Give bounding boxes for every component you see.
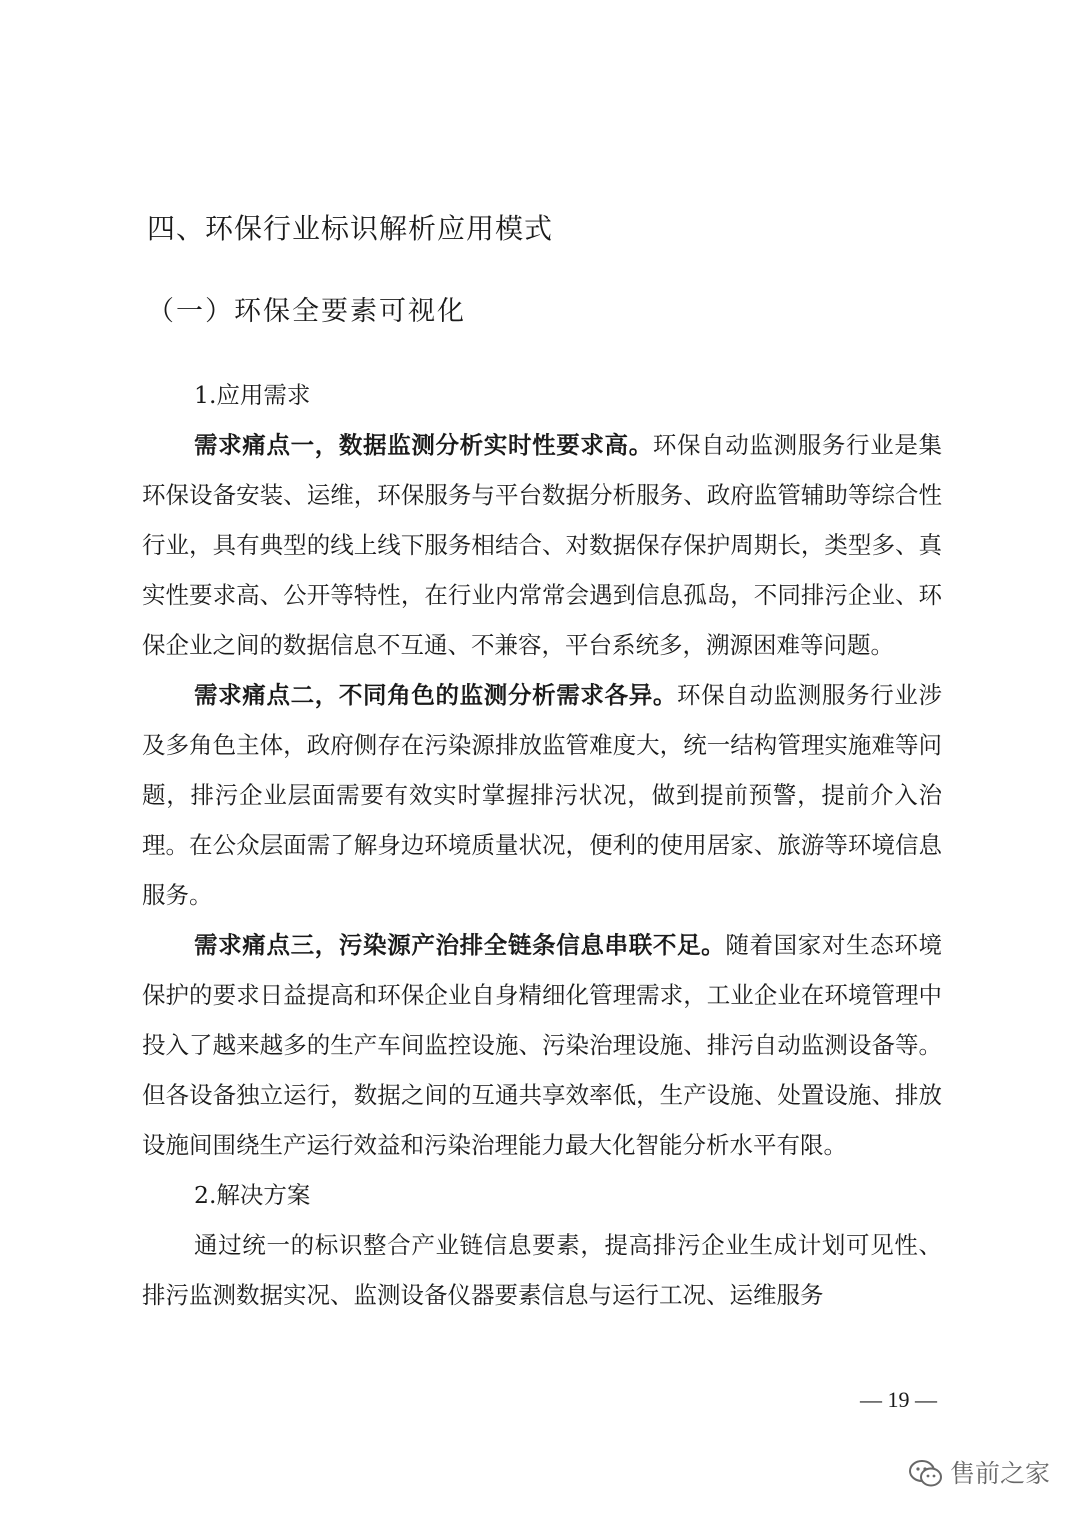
paragraph-pain-point-2 <box>142 670 942 920</box>
pain-point-2-lead: 需求痛点二，不同角色的监测分析需求各异。 <box>194 681 677 709</box>
pain-point-3-text: 随着国家对生态环境保护的要求日益提高和环保企业自身精细化管理需求，工业企业在环境管理中投入了越来越多的生产车间监控设施、污染治理设施、排污自动监测设备等。但各设备独立运行，数据之间的互通共享效率低，生产设施、处置设施、排放设施间围绕生产运行效益和污染治理能力最大化智能分析水平有限。 <box>142 931 943 1159</box>
subsection-title: （一）环保全要素可视化 <box>147 296 466 327</box>
page-number: — 19 — <box>860 1387 937 1412</box>
body-text <box>142 370 942 1320</box>
watermark-text: 售前之家 <box>949 1459 1050 1488</box>
watermark <box>908 1456 1050 1492</box>
pain-point-2-text: 环保自动监测服务行业涉及多角色主体，政府侧存在污染源排放监管难度大，统一结构管理实施难等问题，排污企业层面需要有效实时掌握排污状况，做到提前预警，提前介入治理。在公众层面需了解身边环境质量状况，便利的使用居家、旅游等环境信息服务。 <box>142 681 942 909</box>
subheading-solution: 2.解决方案 <box>194 1181 311 1209</box>
pain-point-1-text: 环保自动监测服务行业是集环保设备安装、运维，环保服务与平台数据分析服务、政府监管辅助等综合性行业，具有典型的线上线下服务相结合、对数据保存保护周期长，类型多、真实性要求高、公开等特性，在行业内常常会遇到信息孤岛，不同排污企业、环保企业之间的数据信息不互通、不兼容，平台系统多，溯源困难等问题。 <box>142 431 943 659</box>
section-title: 四、环保行业标识解析应用模式 <box>147 212 554 245</box>
paragraph-pain-point-1 <box>142 420 942 670</box>
paragraph-solution <box>142 1220 942 1320</box>
subheading-application-needs: 1.应用需求 <box>194 381 311 409</box>
wechat-icon <box>908 1459 944 1489</box>
pain-point-1-lead: 需求痛点一，数据监测分析实时性要求高。 <box>194 431 653 459</box>
paragraph-pain-point-3 <box>142 920 942 1170</box>
solution-text: 通过统一的标识整合产业链信息要素，提高排污企业生成计划可见性、排污监测数据实况、监测设备仪器要素信息与运行工况、运维服务 <box>142 1231 942 1309</box>
pain-point-3-lead: 需求痛点三，污染源产治排全链条信息串联不足。 <box>194 931 726 959</box>
